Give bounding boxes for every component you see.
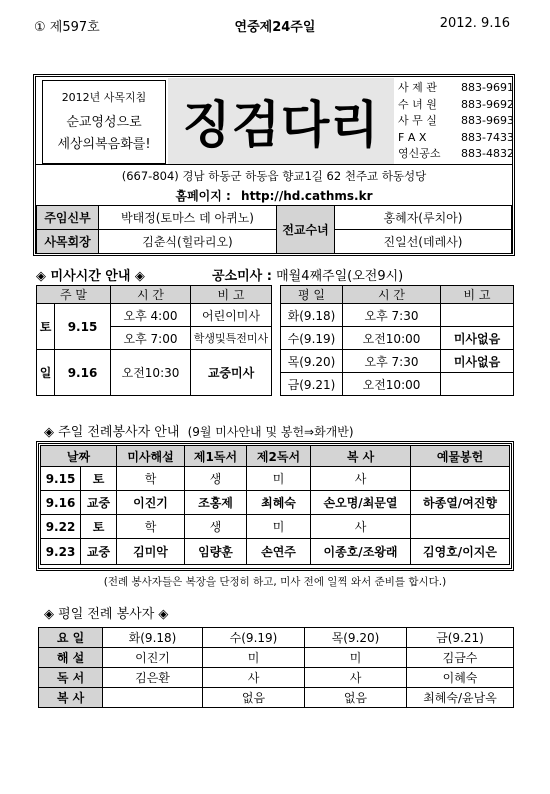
- row-role: 해 설: [39, 648, 103, 668]
- weekend-day: 일: [37, 350, 55, 396]
- council-label: 사목회장: [37, 230, 99, 254]
- cell: 김미악: [117, 539, 185, 565]
- weekday-note: 미사없음: [441, 327, 514, 350]
- station-mass: [212, 265, 403, 284]
- mass-note: 학생및특전미사: [191, 327, 272, 350]
- row-date: 9.16: [41, 491, 81, 515]
- pastor-name: 박태정(토마스 데 아퀴노): [99, 206, 277, 230]
- row-type: 토: [81, 515, 117, 539]
- row-type: 교중: [81, 539, 117, 565]
- issue-date: 2012. 9.16: [439, 16, 510, 31]
- cell: 손오명/최문열: [311, 491, 411, 515]
- col-role: 요 일: [39, 628, 103, 648]
- row-date: 9.22: [41, 515, 81, 539]
- weekday-servers-table: [38, 627, 514, 708]
- cell: 김금수: [407, 648, 514, 668]
- mass-note: 어린이미사: [191, 304, 272, 327]
- cell: 최혜숙/윤남옥: [407, 688, 514, 708]
- col-commentary: 미사해설: [117, 446, 185, 467]
- row-type: 토: [81, 467, 117, 491]
- time-header: 시 간: [111, 286, 191, 304]
- cell: 생: [185, 515, 247, 539]
- cell: 미: [247, 515, 311, 539]
- staff-table: [36, 205, 512, 254]
- col-day: 수(9.19): [203, 628, 305, 648]
- contact-row: 영신공소 883-4832: [398, 147, 514, 160]
- weekday-mass-table: [280, 285, 514, 396]
- cell: [411, 467, 510, 491]
- weekday-time: 오후 7:30: [343, 350, 441, 373]
- weekday-time: 오전10:00: [343, 327, 441, 350]
- table-row: [41, 467, 510, 491]
- cell: 최혜숙: [247, 491, 311, 515]
- motto-line2: 세상의복음화를!: [57, 137, 151, 152]
- sunday-servers-heading: [44, 421, 354, 440]
- table-row: [39, 688, 514, 708]
- row-role: 독 서: [39, 668, 103, 688]
- weekday-note: [441, 304, 514, 327]
- table-row: [41, 491, 510, 515]
- station-label: 공소미사 :: [212, 269, 272, 284]
- cell: [103, 688, 203, 708]
- weekday-header: 평 일: [281, 286, 343, 304]
- contact-row: 사 무 실 883-9693: [398, 114, 514, 127]
- col-offering: 예물봉헌: [411, 446, 510, 467]
- cell: 이혜숙: [407, 668, 514, 688]
- weekend-date: 9.16: [55, 350, 111, 396]
- weekday-note: [441, 373, 514, 396]
- sunday-servers-note: (9월 미사안내 및 봉헌⇒화개반): [187, 425, 354, 439]
- col-day: 화(9.18): [103, 628, 203, 648]
- cell: 손연주: [247, 539, 311, 565]
- col-reading2: 제2독서: [247, 446, 311, 467]
- cell: 이종호/조왕래: [311, 539, 411, 565]
- station-time: 매월4째주일(오전9시): [276, 269, 404, 284]
- homepage-label: 홈페이지 :: [175, 189, 231, 203]
- mass-time: 오후 7:00: [111, 327, 191, 350]
- weekday-day: 금(9.21): [281, 373, 343, 396]
- cell: 조홍제: [185, 491, 247, 515]
- weekday-day: 수(9.19): [281, 327, 343, 350]
- council-name: 김춘식(힐라리오): [99, 230, 277, 254]
- cell: 미: [305, 648, 407, 668]
- cell: 이진기: [117, 491, 185, 515]
- weekday-day: 화(9.18): [281, 304, 343, 327]
- homepage: [36, 187, 512, 204]
- weekend-date: 9.15: [55, 304, 111, 350]
- cell: 하종열/여진향: [411, 491, 510, 515]
- cell: 김영호/이지은: [411, 539, 510, 565]
- col-day: 목(9.20): [305, 628, 407, 648]
- sister2-name: 진일선(데레사): [335, 230, 512, 254]
- cell: [411, 515, 510, 539]
- note-header: 비 고: [441, 286, 514, 304]
- motto-line1: 순교영성으로: [66, 115, 142, 130]
- liturgical-week: 연중제24주일: [234, 20, 316, 35]
- cell: 김은환: [103, 668, 203, 688]
- mass-note: 교중미사: [191, 350, 272, 396]
- homepage-link[interactable]: http://hd.cathms.kr: [241, 189, 373, 203]
- weekend-day: 토: [37, 304, 55, 350]
- sister1-name: 홍혜자(루치아): [335, 206, 512, 230]
- cell: 임량훈: [185, 539, 247, 565]
- cell: 없음: [203, 688, 305, 708]
- motto-box: [42, 80, 166, 164]
- sisters-label: 전교수녀: [277, 206, 335, 254]
- cell: 이진기: [103, 648, 203, 668]
- col-altar: 복 사: [311, 446, 411, 467]
- pastor-label: 주임신부: [37, 206, 99, 230]
- weekend-header: 주 말: [37, 286, 111, 304]
- cell: 미: [247, 467, 311, 491]
- table-row: [39, 668, 514, 688]
- cell: 없음: [305, 688, 407, 708]
- title-text: 징검다리: [182, 95, 380, 154]
- weekday-time: 오전10:00: [343, 373, 441, 396]
- note-header: 비 고: [191, 286, 272, 304]
- church-address: (667-804) 경남 하동군 하동읍 향교1길 62 천주교 하동성당: [121, 169, 427, 183]
- cell: 미: [203, 648, 305, 668]
- row-role: 복 사: [39, 688, 103, 708]
- weekend-mass-table: [36, 285, 272, 396]
- col-reading1: 제1독서: [185, 446, 247, 467]
- weekday-time: 오후 7:30: [343, 304, 441, 327]
- contact-list: [398, 80, 514, 163]
- mass-time: 오후 4:00: [111, 304, 191, 327]
- issue-number: ① 제597호: [34, 20, 100, 35]
- col-date: 날짜: [41, 446, 117, 467]
- row-date: 9.23: [41, 539, 81, 565]
- weekday-servers-heading: ◈ 평일 전례 봉사자 ◈: [44, 607, 169, 622]
- servers-footnote: (전례 봉사자들은 복장을 단정히 하고, 미사 전에 일찍 와서 준비를 합시다.): [103, 576, 447, 588]
- cell: 생: [185, 467, 247, 491]
- cell: 학: [117, 515, 185, 539]
- sunday-servers-title: ◈ 주일 전례봉사자 안내: [44, 425, 180, 440]
- cell: 사: [311, 515, 411, 539]
- table-row: [41, 539, 510, 565]
- table-row: [41, 515, 510, 539]
- newsletter-title: [168, 78, 394, 164]
- table-row: [39, 648, 514, 668]
- time-header: 시 간: [343, 286, 441, 304]
- contact-row: 수 녀 원 883-9692: [398, 97, 514, 111]
- cell: 사: [311, 467, 411, 491]
- sunday-servers-table: [40, 445, 510, 565]
- row-type: 교중: [81, 491, 117, 515]
- weekday-note: 미사없음: [441, 350, 514, 373]
- col-day: 금(9.21): [407, 628, 514, 648]
- contact-row: F A X 883-7433: [398, 130, 514, 144]
- mass-time: 오전10:30: [111, 350, 191, 396]
- cell: 학: [117, 467, 185, 491]
- cell: 사: [203, 668, 305, 688]
- weekday-day: 목(9.20): [281, 350, 343, 373]
- motto-year: 2012년 사목지침: [61, 91, 147, 104]
- row-date: 9.15: [41, 467, 81, 491]
- contact-row: 사 제 관 883-9691: [398, 81, 514, 94]
- cell: 사: [305, 668, 407, 688]
- mass-heading: ◈ 미사시간 안내 ◈: [36, 269, 145, 284]
